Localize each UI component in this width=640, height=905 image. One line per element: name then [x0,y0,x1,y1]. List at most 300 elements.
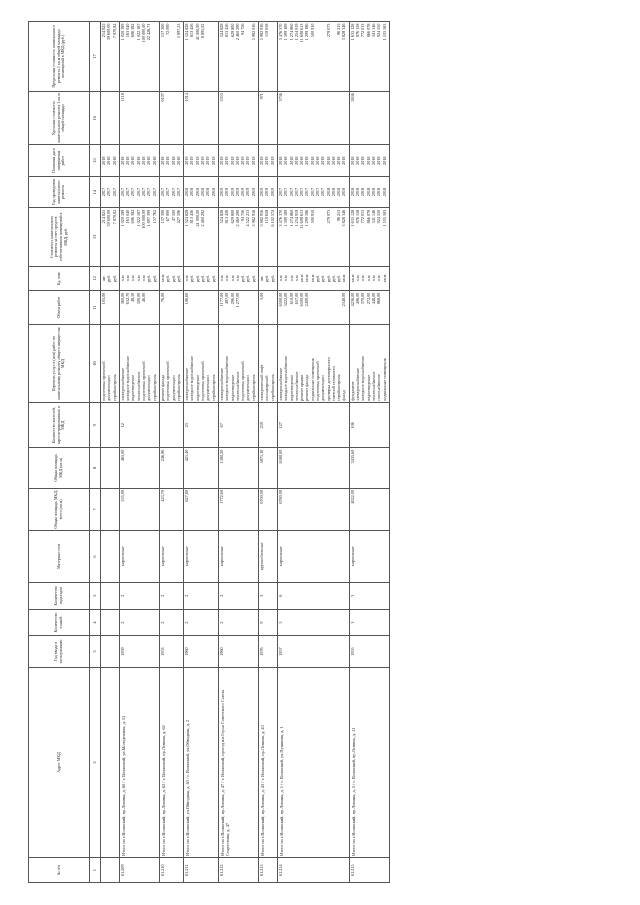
year-repair-cell-line: 2017 [277,187,283,197]
date-cell-line: 2018 [111,156,117,165]
year-repair-cell-line: 2017 [111,187,117,197]
limit-cost-cell [349,22,389,92]
limit-cost-cell-line: 100 000,00 [141,23,147,43]
area-living-cell: 1380,20 [218,448,258,488]
specific-cost-cell [101,91,120,145]
row-number: 61.210 [159,858,183,883]
column-number: 11 [90,291,101,325]
volume-cell-line: 868,00 [376,292,382,305]
date-cell-line: 2019 [245,156,251,165]
row-number: 61.215 [349,858,389,883]
limit-cost-cell-line: 5 897,23 [175,23,181,39]
limit-cost-cell-line: 772 013 [360,23,366,38]
table-row [101,22,120,883]
unit-cell-line: руб. [165,274,171,283]
date-cell-line: 2018 [141,156,147,165]
limit-cost-cell-line: 1 299 186 [304,23,310,41]
cost-cell-line: 3 476 370 [277,209,283,227]
date-cell [349,145,389,176]
year-cell: 1976 [259,636,278,667]
column-header: Количество жителей, зарегистрированных в МКД [29,403,90,448]
works-cell-line: документации [205,375,211,401]
specific-cost-cell: 3736 [277,91,349,145]
volume-cell-line: 448,00 [370,292,376,305]
column-header: Количество этажей [29,609,90,636]
date-cell [159,145,183,176]
unit-cell-line: руб. [210,274,216,283]
cost-cell-line: 1 299 186 [304,209,310,227]
year-repair-cell-line: 2019 [240,187,246,197]
cost-cell-line: 214 825 [101,209,106,224]
limit-cost-cell-line: 1 535 583 [381,23,387,41]
address-cell: Итого по г.Волжский, пр.Ленина, д. 1 / г. Волжский, ул.Пушкина, д. 1 [277,667,349,858]
cost-cell-line: 2 460 292 [200,209,206,227]
year-repair-cell-line: 2019 [264,187,270,197]
date-cell-line: 2019 [218,156,224,165]
unit-cell-line: п.м [135,275,141,282]
cost-cell-line: 41 000,00 [194,209,200,227]
unit-cell-line: руб. [250,274,256,283]
column-header: Стоимость капитального ремонта за счет средств собственников помещений в МКД, руб. [29,208,90,266]
year-cell: 1960 [184,636,219,667]
year-repair-cell-line: 2019 [259,187,265,197]
floors-cell: 2 [119,609,159,636]
cost-cell-line: 924 550 [376,209,382,224]
volume-cell-line: 3,00 [259,292,265,301]
date-cell-line: 2018 [165,156,171,165]
cost-cell-line: 279 073 [325,209,331,224]
date-cell-line: 2018 [309,156,315,165]
works-cell-line: водоотведение [288,374,294,401]
unit-cell-line: п.м [355,275,361,282]
floors-cell [101,609,120,636]
cost-cell-line: 39 600,00 [106,209,112,227]
column-header: Количество подъездов [29,582,90,609]
column-number: 5 [90,582,101,609]
year-repair-cell-line: 2018 [360,187,366,197]
year-repair-cell-line: 2017 [151,187,157,197]
date-cell-line: 2018 [151,156,157,165]
limit-cost-cell [259,22,278,92]
table-row [119,22,159,883]
floors-cell: 2 [184,609,219,636]
date-cell-line: 2018 [101,156,106,165]
date-cell-line: 2019 [234,156,240,165]
year-repair-cell-line: 2019 [224,187,230,197]
limit-cost-cell-line: 94 756 [240,23,246,36]
unit-cell-line: п.м [218,275,224,282]
works-cell-line: холодное водоснабжение [224,356,230,401]
entrances-cell: 3 [259,582,278,609]
material-cell: кирпичные [159,531,183,583]
works-cell-line: стройконтроль [151,374,157,401]
entrances-cell: 2 [119,582,159,609]
volume-cell-line: 106,60 [184,292,190,305]
limit-cost-cell-line: 214 825 [101,23,106,38]
date-cell-line: 2019 [264,156,270,165]
unit-cell [119,266,159,291]
date-cell-line: 2018 [336,156,342,165]
works-cell-line: документации [146,375,152,401]
year-repair-cell-line: 2018 [381,187,387,197]
unit-cell-line: руб. [170,274,176,283]
cost-cell-line: 119 658 [264,209,270,224]
volume-cell-line: 370,00 [360,292,366,305]
limit-cost-cell [159,22,183,92]
works-cell-line: стройконтроль [250,374,256,401]
table-row [259,22,278,883]
cost-cell-line: 157 300 [159,209,165,224]
volume-cell-line [271,293,276,323]
cost-cell [159,208,183,266]
year-repair-cell-line: 2017 [314,187,320,197]
address-cell: Итого по г.Волжский, пр.Ленина, д. 47 / г. Волжский, проезд им.Героя Советского Союза Старостина, д. 47 [218,667,258,858]
volume-cell-line: 3222,00 [283,292,289,307]
cost-cell-line: 1 274 860 [288,209,294,227]
volume-cell-line [153,293,158,323]
works-cell-line: теплоснабжение [293,371,299,401]
works-cell-line: сметной стоимости [330,366,336,401]
column-header: Год проведения капитального ремонта [29,176,90,207]
works-cell-line: подготовка проектной [101,361,106,401]
year-repair-cell-line: 2019 [245,187,251,197]
limit-cost-cell-line: 11 608 613 [299,23,305,43]
address-cell: Итого по г.Волжский, пр.Ленина, д. 43 / г. Волжский, пр.Ленина, д. 43 [259,667,278,858]
year-repair-cell [159,176,183,207]
address-cell: Итого по г.Волжский, ул.Обводная, д. 63 / г. Волжский, ул.Обводная, д. 2 [184,667,219,858]
column-header: Адрес МКД [29,667,90,858]
date-cell [277,145,349,176]
cost-cell-line: 772 013 [360,209,366,224]
column-number: 8 [90,448,101,488]
limit-cost-cell-line [271,24,276,90]
volume-cell-line [212,293,217,323]
cost-cell-line: 866 078 [365,209,371,224]
limit-cost-cell-line: 1 524 828 [184,23,190,41]
volume-cell-line [177,293,182,323]
row-number: 61.213 [259,858,278,883]
date-cell-line: 2018 [283,156,289,165]
works-cell-line: водоотведение [365,374,371,401]
year-repair-cell-line: 2017 [288,187,294,197]
cost-cell [119,208,159,266]
limit-cost-cell [218,22,258,92]
table-row [159,22,183,883]
year-repair-cell-line: 2019 [218,187,224,197]
works-cell [349,324,389,403]
cost-cell-line: 427 596 [175,209,181,224]
column-number: 9 [90,403,101,448]
specific-cost-cell: 1014 [184,91,219,145]
limit-cost-cell [101,22,120,92]
unit-cell-line: руб. [269,274,275,283]
capital-repair-table [28,21,390,883]
date-cell-line: 2018 [170,156,176,165]
year-cell: 1953 [159,636,183,667]
column-header: Материал стен [29,531,90,583]
works-cell-line: подвальные помещения [381,358,387,401]
date-cell-line: 2018 [304,156,310,165]
row-number: 61.212 [218,858,258,883]
column-number: 6 [90,531,101,583]
limit-cost-cell-line: 157 300 [159,23,165,38]
works-cell-line: стройконтроль [111,374,117,401]
cost-cell-line: 94 756 [240,209,246,222]
works-cell-line: подвальные помещения [309,358,315,401]
year-repair-cell-line: 2017 [101,187,106,197]
unit-cell [218,266,258,291]
date-cell-line: 2018 [341,156,347,165]
material-cell: крупноблочные [259,531,278,583]
column-number: 12 [90,266,101,291]
date-cell-line: 2018 [299,156,305,165]
volume-cell-line: 4236,00 [349,292,355,307]
material-cell: кирпичные [119,531,159,583]
year-repair-cell-line: 2018 [189,187,195,197]
column-header: Объем работ [29,291,90,325]
works-cell-line: теплоснабжение [234,371,240,401]
limit-cost-cell [119,22,159,92]
works-cell-line: ремонт фасада [304,374,310,401]
volume-cell-line [383,293,388,323]
date-cell-line: 2018 [119,156,125,165]
works-cell-line: холодное водоснабжение [360,356,366,401]
entrances-cell: 2 [159,582,183,609]
material-cell: кирпичные [184,531,219,583]
specific-cost-cell: 3533 [218,91,258,145]
year-repair-cell-line: 2017 [175,187,181,197]
unit-cell-line: руб. [245,274,251,283]
volume-cell [159,291,183,325]
limit-cost-cell-line: 8 895,02 [200,23,206,39]
volume-cell [259,291,278,325]
date-cell-line: 2018 [314,156,320,165]
year-repair-cell-line: 2018 [341,187,347,197]
unit-cell [259,266,278,291]
cost-cell-line: 11 608 613 [299,209,305,229]
year-repair-cell [277,176,349,207]
unit-cell-line: кв.м [309,274,315,283]
limit-cost-cell [184,22,219,92]
year-repair-cell-line: 2018 [376,187,382,197]
specific-cost-cell: 6107 [159,91,183,145]
cost-cell [259,208,278,266]
column-number: 3 [90,636,101,667]
year-repair-cell-line: 2017 [141,187,147,197]
cost-cell-line: 1 022 187 [135,209,141,227]
cost-cell-line: 5 982 916 [259,209,265,227]
volume-cell [218,291,258,325]
year-repair-cell-line: 2018 [365,187,371,197]
volume-cell-line: 46,00 [141,292,147,303]
works-cell-line: ремонт фасада [159,374,165,401]
year-repair-cell [101,176,120,207]
limit-cost-cell-line: 813 456 [189,23,195,38]
volume-cell-line: 105,00 [101,292,106,305]
cost-cell-line: 1 524 828 [184,209,190,227]
limit-cost-cell-line: 524 828 [218,23,224,38]
limit-cost-cell-line: 7 870,82 [111,23,117,39]
column-number: 15 [90,145,101,176]
material-cell: кирпичные [218,531,258,583]
cost-cell-line: 100 000,00 [141,209,147,229]
date-cell-line: 2018 [288,156,294,165]
date-cell-line: 2018 [349,156,355,165]
unit-cell-line: п.м [365,275,371,282]
cost-cell-line: 1 399 189 [283,209,289,227]
date-cell-line: 2019 [210,156,216,165]
unit-cell-line: руб. [151,274,157,283]
date-cell-line: 2018 [376,156,382,165]
year-repair-cell [349,176,389,207]
date-cell-line: 2019 [194,156,200,165]
works-cell-line: холодное водоснабжение [189,356,195,401]
floors-cell: 2 [218,609,258,636]
unit-cell-line: кв.м [299,274,305,283]
date-cell [259,145,278,176]
entrances-cell [101,582,120,609]
residents-cell: 239 [259,403,278,448]
area-living-cell: 421,40 [184,448,219,488]
year-repair-cell-line: 2017 [146,187,152,197]
volume-cell-line: 2400,00 [304,292,310,307]
year-repair-cell-line: 2019 [250,187,256,197]
floors-cell: 3 [349,609,389,636]
limit-cost-cell-line: 39 600,00 [106,23,112,41]
cost-cell-line: 813 456 [189,209,195,224]
column-number: 14 [90,176,101,207]
year-repair-cell-line: 2017 [135,187,141,197]
limit-cost-cell-line: 72 000 [165,23,171,36]
date-cell-line: 2018 [159,156,165,165]
works-cell-line: электроснабжение [277,368,283,401]
limit-cost-cell-line: 2 460 290 [234,23,240,41]
year-repair-cell-line: 2017 [170,187,176,197]
unit-cell [277,266,349,291]
column-number: 16 [90,91,101,145]
column-number: 1 [90,858,101,883]
date-cell-line: 2018 [330,156,336,165]
year-repair-cell-line: 2018 [194,187,200,197]
unit-cell-line: руб. [336,274,342,283]
volume-cell-line [252,293,257,323]
works-cell-line: электроснабжение [218,368,224,401]
year-repair-cell-line: 2019 [234,187,240,197]
date-cell-line: 2019 [200,156,206,165]
area-living-cell: 5871,10 [259,448,278,488]
limit-cost-cell-line: 1 635 128 [349,23,355,41]
cost-cell-line: 1 254 919 [293,209,299,227]
residents-cell: 23 [184,403,219,448]
year-repair-cell-line: 2018 [355,187,361,197]
year-repair-cell-line: 2017 [309,187,315,197]
date-cell-line: 2018 [135,156,141,165]
volume-cell-line: 76,00 [159,292,165,303]
cost-cell-line: 5 982 916 [250,209,256,227]
volume-cell-line: 2348,00 [341,292,347,307]
works-cell-line: пассажирский [264,375,270,401]
works-cell [101,324,120,403]
year-repair-cell-line: 2018 [205,187,211,197]
works-cell-line: подготовка проектной [314,361,320,401]
unit-cell-line: п.м [234,275,240,282]
limit-cost-cell-line: 279 073 [325,23,331,38]
unit-cell-line: п.м [141,275,147,282]
year-repair-cell-line: 2018 [330,187,336,197]
table-row [349,22,389,883]
unit-cell-line: руб. [189,274,195,283]
limit-cost-cell-line: 813 456 [224,23,230,38]
year-repair-cell-line: 2017 [320,187,326,197]
unit-cell-line: руб. [194,274,200,283]
unit-cell-line: п.м [119,275,125,282]
volume-cell-line: 406,00 [355,292,361,305]
column-number: 4 [90,609,101,636]
unit-cell [101,266,120,291]
cost-cell [277,208,349,266]
works-cell-line: документации [170,375,176,401]
year-repair-cell-line: 2017 [304,187,310,197]
volume-cell [349,291,389,325]
limit-cost-cell-line: 96 215 [336,23,342,36]
volume-cell-line: 1177,00 [218,292,224,307]
limit-cost-cell-line: 1 022 187 [135,23,141,41]
works-cell [159,324,183,403]
address-cell: Итого по г.Волжский, пр.Ленина, д. 62 / г. Волжский, пр.Ленина, д. 62 [159,667,183,858]
material-cell: кирпичные [277,531,349,583]
limit-cost-cell-line: 1 020 189 [119,23,125,41]
table-row [184,22,219,883]
works-cell-line: электрический лифт [259,364,265,401]
volume-cell-line: 487,00 [224,292,230,305]
unit-cell-line: руб. [330,274,336,283]
cost-cell-line: 2 460 290 [234,209,240,227]
limit-cost-cell-line: 866 078 [365,23,371,38]
works-cell-line: документации [106,375,112,401]
limit-cost-cell-line: 876 158 [355,23,361,38]
area-total-cell: 423,70 [159,488,183,531]
cost-cell-line: 876 158 [355,209,361,224]
year-repair-cell [259,176,278,207]
area-living-cell: 246,96 [159,448,183,488]
cost-cell-line: 1 897 399 [146,209,152,227]
unit-cell-line: п.м [125,275,131,282]
limit-cost-cell-line: 5 982 916 [259,23,265,41]
column-header: Плановая дата завершения работ [29,145,90,176]
volume-cell-line: 360,00 [119,292,125,305]
year-repair-cell-line: 2018 [325,187,331,197]
year-repair-cell-line: 2017 [119,187,125,197]
works-cell-line: ремонт крыши [299,374,305,401]
cost-cell-line: 629 800 [229,209,235,224]
volume-cell [119,291,159,325]
unit-cell-line: руб. [314,274,320,283]
column-header: Предельная стоимость капитального ремонта 1 кв.м общей площади помещений в МКД (руб.) [29,22,90,92]
limit-cost-cell-line: 606 382 [130,23,136,38]
limit-cost-cell-line: 1 399 189 [283,23,289,41]
column-number: 2 [90,667,101,858]
column-header: Ед. изм. [29,266,90,291]
unit-cell-line: руб. [325,274,331,283]
area-total-cell: 6780,00 [277,488,349,531]
residents-cell: 127 [277,403,349,448]
year-repair-cell-line: 2017 [299,187,305,197]
residents-cell [101,403,120,448]
year-repair-cell-line: 2017 [125,187,131,197]
cost-cell-line: 6 102 574 [269,209,275,227]
date-cell [184,145,219,176]
limit-cost-cell-line: 3 476 370 [277,23,283,41]
